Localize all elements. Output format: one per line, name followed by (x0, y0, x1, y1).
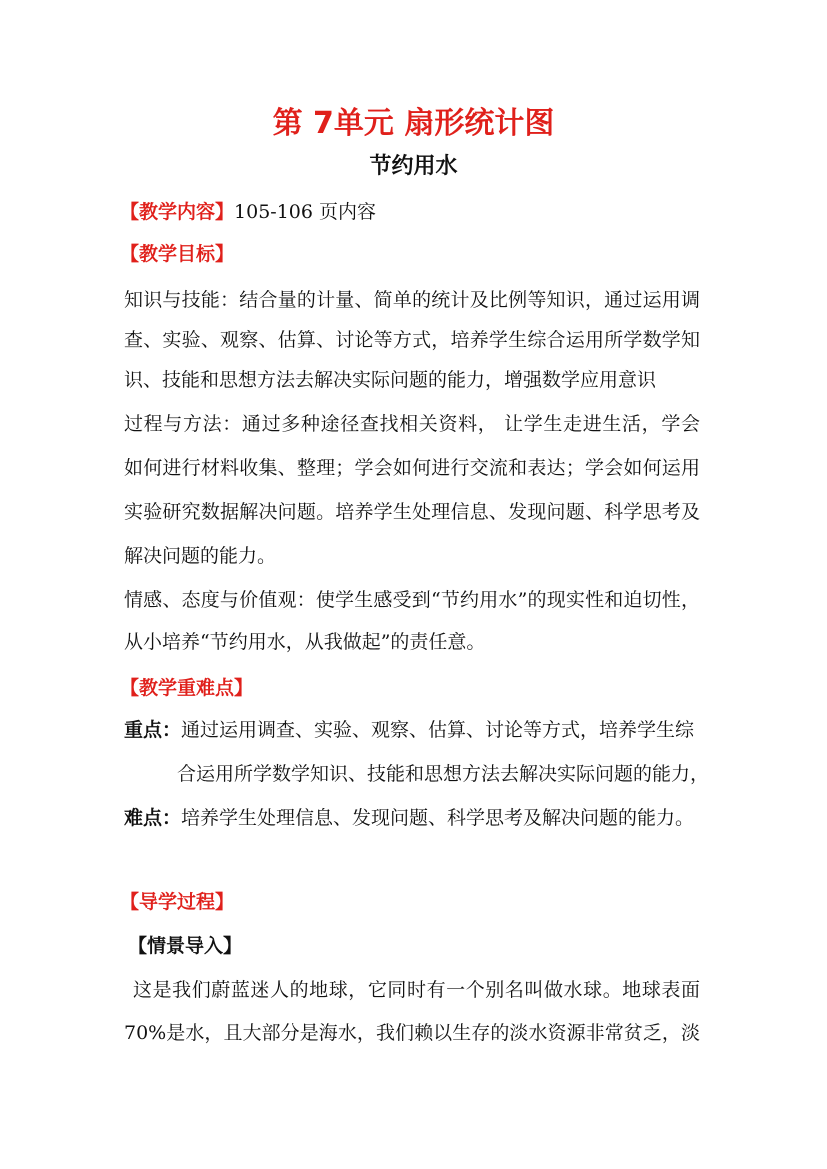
scene-line: 这是我们蔚蓝迷人的地球，它同时有一个别名叫做水球。地球表面 (133, 979, 700, 1001)
goals-line: 查、实验、观察、估算、讨论等方式，培养学生综合运用所学数学知 (124, 329, 700, 351)
goals-line: 知识与技能：结合量的计量、简单的统计及比例等知识，通过运用调 (124, 289, 700, 311)
key-point-label: 重点： (124, 719, 182, 741)
goals-line: 实验研究数据解决问题。培养学生处理信息、发现问题、科学思考及 (124, 501, 700, 523)
goals-line: 过程与方法：通过多种途径查找相关资料， 让学生走进生活，学会 (124, 413, 700, 435)
teaching-content-row (120, 199, 376, 225)
difficulty-label: 难点： (124, 807, 182, 829)
teaching-goals-label: 【教学目标】 (120, 243, 235, 265)
goals-line: 解决问题的能力。 (124, 545, 277, 567)
goals-line: 从小培养“节约用水，从我做起”的责任意。 (124, 631, 486, 653)
teaching-content-label: 【教学内容】 (120, 201, 235, 223)
key-point-row (124, 717, 694, 743)
lesson-subtitle: 节约用水 (369, 154, 458, 179)
goals-line: 情感、态度与价值观：使学生感受到“节约用水”的现实性和迫切性， (124, 589, 700, 611)
scene-intro-label: 【情景导入】 (128, 935, 243, 957)
difficulty-row (124, 805, 694, 831)
goals-line: 识、技能和思想方法去解决实际问题的能力，增强数学应用意识 (124, 369, 657, 391)
scene-line: 70%是水，且大部分是海水，我们赖以生存的淡水资源非常贫乏，淡 (124, 1022, 700, 1044)
unit-title: 第 7单元 扇形统计图 (272, 106, 555, 141)
key-point-text: 通过运用调查、实验、观察、估算、讨论等方式，培养学生综 (181, 719, 695, 741)
guided-process-label: 【导学过程】 (120, 891, 235, 913)
teaching-content-text: 105-106 页内容 (234, 201, 377, 223)
key-points-label: 【教学重难点】 (120, 677, 254, 699)
goals-line: 如何进行材料收集、整理；学会如何进行交流和表达；学会如何运用 (124, 457, 700, 479)
difficulty-text: 培养学生处理信息、发现问题、科学思考及解决问题的能力。 (181, 807, 695, 829)
key-point-continuation: 合运用所学数学知识、技能和思想方法去解决实际问题的能力， (177, 763, 710, 785)
